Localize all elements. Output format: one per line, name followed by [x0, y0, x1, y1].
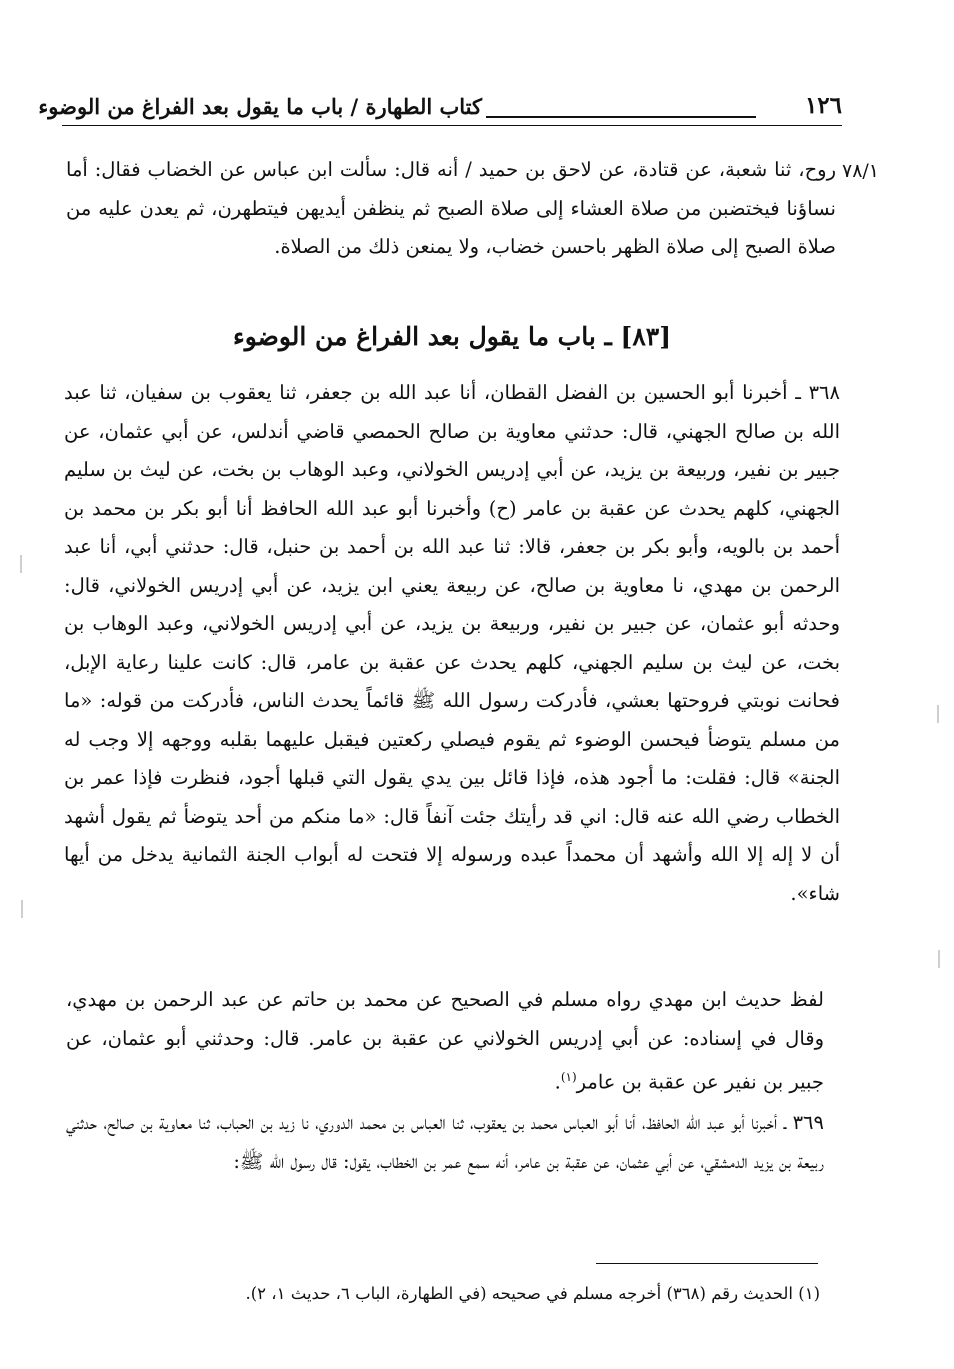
footnote-1: (١) الحديث رقم (٣٦٨) أخرجه مسلم في صحيحه (في الطهارة، الباب ٦، حديث ١، ٢).	[245, 1284, 820, 1303]
entry-78-paragraph: روح، ثنا شعبة، عن قتادة، عن لاحق بن حميد / أنه قال: سألت ابن عباس عن الخضاب فقال: أما نساؤنا فيختضبن من صلاة العشاء إلى صلاة الصبح ثم ينظفن أيديهن فيتطهرن، ثم يعدن عليه من صلاة الصبح إلى صلاة الظهر باحسن خضاب، ولا يمنعن ذلك من الصلاة.	[66, 158, 836, 258]
hadith-369-paragraph: ٣٦٩ ـ أخبرنا أبو عبد الله الحافظ، أنا أبو العباس محمد بن يعقوب، ثنا العباس بن محمد الدوري، نا زيد بن الحباب، ثنا معاوية بن صالح، حدثني ربيعة بن يزيد الدمشقي، عن أبي عثمان، عن عقبة بن عامر، أنه سمع عمر بن الخطاب، يقول: قال رسول الله ﷺ:	[66, 1111, 824, 1173]
scan-mark	[938, 950, 940, 968]
header-divider	[62, 125, 842, 126]
running-title: كتاب الطهارة / باب ما يقول بعد الفراغ من الوضوء	[38, 94, 482, 119]
scan-mark	[937, 705, 939, 723]
section-heading: [٨٣] ـ باب ما يقول بعد الفراغ من الوضوء	[232, 322, 672, 351]
page-header	[38, 88, 842, 128]
page-number: ١٢٦	[804, 92, 842, 119]
scan-mark	[21, 900, 23, 918]
hadith-368-note-end: .	[554, 1070, 561, 1094]
hadith-368-note-paragraph	[66, 981, 824, 1102]
scan-mark	[20, 555, 22, 573]
marginal-reference: ٧٨/١	[842, 160, 880, 182]
footnote-divider	[596, 1263, 818, 1264]
hadith-368-note-text: لفظ حديث ابن مهدي رواه مسلم في الصحيح عن محمد بن حاتم عن عبد الرحمن بن مهدي، وقال في إسناده: عن أبي إدريس الخولاني عن عقبة بن عامر. قال: وحدثني أبو عثمان، عن جبير بن نفير عن عقبة بن عامر	[66, 988, 824, 1094]
footnote-marker: (١)	[560, 1070, 577, 1084]
header-rule	[486, 116, 756, 118]
hadith-368-paragraph: ٣٦٨ ـ أخبرنا أبو الحسين بن الفضل القطان، أنا عبد الله بن جعفر، ثنا يعقوب بن سفيان، ثنا عبد الله بن صالح الجهني، قال: حدثني معاوية بن صالح الحمصي قاضي أندلس، عن أبي عثمان، عن جبير بن نفير، وربيعة بن يزيد، عن أبي إدريس الخولاني، وعبد الوهاب بن بخت، عن ليث بن سليم الجهني، كلهم يحدث عن عقبة بن عامر (ح) وأخبرنا أبو عبد الله الحافظ أنا أبو بكر بن محمد بن أحمد بن بالويه، وأبو بكر بن جعفر، قالا: ثنا عبد الله بن أحمد بن حنبل، قال: حدثني أبي، أنا عبد الرحمن بن مهدي، نا معاوية بن صالح، عن ربيعة يعني ابن يزيد، عن أبي إدريس الخولاني، قال: وحدثه أبو عثمان، عن جبير بن نفير، وربيعة بن يزيد، عن أبي إدريس الخولاني، وعبد الوهاب بن بخت، عن ليث بن سليم الجهني، كلهم يحدث عن عقبة بن عامر، قال: كانت علينا رعاية الإبل، فحانت نوبتي فروحتها بعشي، فأدركت رسول الله ﷺ قائماً يحدث الناس، فأدركت من قوله: «ما من مسلم يتوضأ فيحسن الوضوء ثم يقوم فيصلي ركعتين فيقبل عليهما بقلبه ووجهه إلا وجب له الجنة» قال: فقلت: ما أجود هذه، فإذا قائل بين يدي يقول التي قبلها أجود، فنظرت فإذا عمر بن الخطاب رضي الله عنه قال: اني قد رأيتك جئت آنفاً قال: «ما منكم من أحد يتوضأ ثم يقول أشهد أن لا إله إلا الله وأشهد أن محمداً عبده ورسوله إلا فتحت له أبواب الجنة الثمانية يدخل من أيها شاء».	[64, 381, 840, 905]
